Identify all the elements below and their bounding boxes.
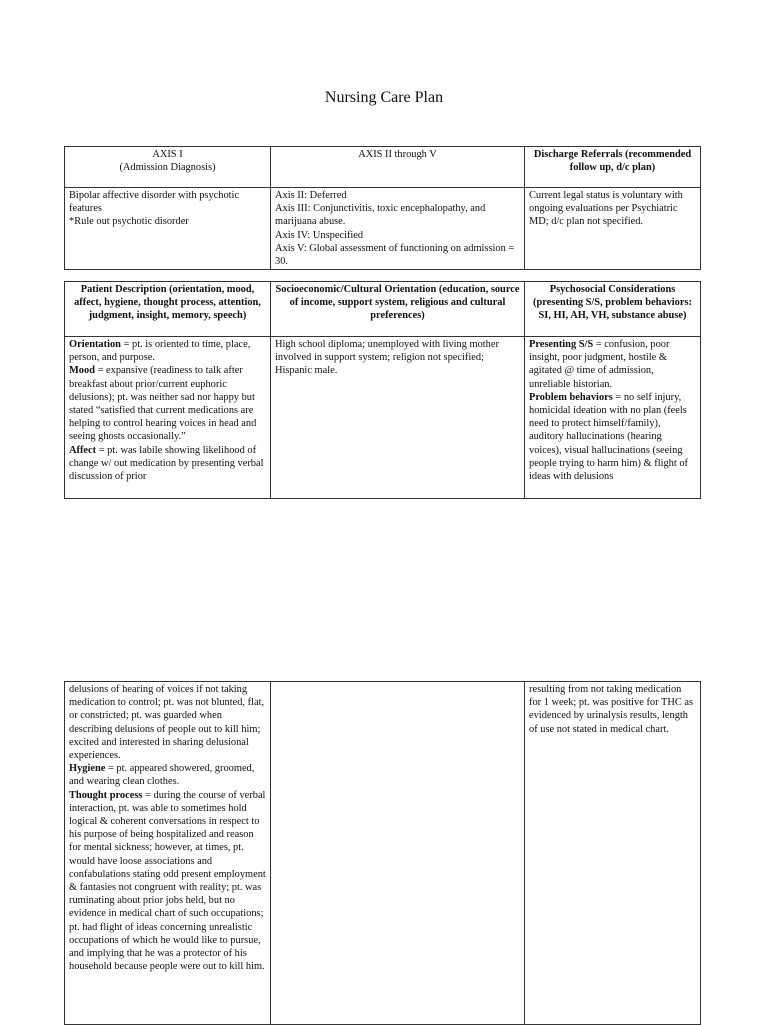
mood-label: Mood: [69, 365, 95, 377]
table-header-row: [65, 282, 701, 337]
axis-1-rule-out: *Rule out psychotic disorder: [69, 216, 189, 228]
presenting-text: = confusion, poor insight, poor judgment, hostile & agitated @ time of admission, unreliable historian.: [529, 339, 670, 390]
socioeconomic-continued-cell: [271, 682, 525, 1025]
discharge-cell: Current legal status is voluntary with ongoing evaluations per Psychiatric MD; d/c plan not specified.: [525, 188, 701, 270]
affect-continued-text: delusions of hearing of voices if not taking medication to control; pt. was not blunted, flat, or constricted; pt. was guarded when describing delusions of people out to kill him; excited and interested in sharing delusional experiences.: [69, 684, 265, 762]
axis-4-item: Axis IV: Unspecified: [275, 229, 364, 241]
header-axis-2-5: AXIS II through V: [271, 147, 525, 188]
socioeconomic-cell: High school diploma; unemployed with living mother involved in support system; religion not specified; Hispanic male.: [271, 337, 525, 499]
header-patient-description: Patient Description (orientation, mood, affect, hygiene, thought process, attention, judgment, insight, memory, speech): [65, 282, 271, 337]
axis-3-item: Axis III: Conjunctivitis, toxic encephalopathy, and marijuana abuse.: [275, 203, 486, 228]
page-title: Nursing Care Plan: [324, 89, 444, 106]
header-discharge: Discharge Referrals (recommended follow up, d/c plan): [525, 147, 701, 188]
table-row: [65, 337, 701, 499]
problem-behaviors-text: = no self injury, homicidal ideation with no plan (feels need to protect himself/family), auditory hallucinations (hearing voices), visual hallucinations (seeing people trying to harm him) & flight of ideas with delusions: [529, 391, 689, 483]
table-row: [65, 188, 701, 270]
axis-5-item: Axis V: Global assessment of functioning on admission = 30.: [275, 242, 515, 268]
hygiene-text: = pt. appeared showered, groomed, and wearing clean clothes.: [69, 763, 255, 788]
table-row: [65, 682, 701, 1025]
header-axis-1-subtitle: (Admission Diagnosis): [119, 162, 216, 174]
psychosocial-continued-cell: resulting from not taking medication for 1 week; pt. was positive for THC as evidenced by urinalysis results, length of use not stated in medical chart.: [525, 682, 701, 1025]
affect-text: = pt. was labile showing likelihood of change w/ out medication by presenting verbal discussion of prior: [69, 444, 264, 483]
mood-text: = expansive (readiness to talk after breakfast about prior/current euphoric delusions); pt. was neither sad nor happy but stated “satisfied that current medications are helping to control hearing voices in head and seeing ghosts occasionally.”: [69, 365, 257, 443]
problem-behaviors-label: Problem behaviors: [529, 391, 613, 403]
presenting-label: Presenting S/S: [529, 339, 594, 350]
orientation-text: = pt. is oriented to time, place, person, and purpose.: [69, 339, 251, 364]
axis-2-5-cell: [271, 188, 525, 270]
affect-label: Affect: [69, 444, 97, 456]
thought-process-text: = during the course of verbal interaction, pt. was able to sometimes hold logical & coherent conversations in respect to his purpose of being hospitalized and reason for mental sickness; however, at times, pt. would have loose associations and confabulations stating odd present employment & fantasies not congruent with reality; pt. was ruminating about prior jobs held, but no evidence in medical chart of such occupations; pt. had flight of ideas concerning unrealistic occupations of which he would like to pursue, and implying that he was a protector of his household because people were out to kill him.: [69, 789, 266, 973]
header-axis-1: [65, 147, 271, 188]
psychosocial-cell: [525, 337, 701, 499]
header-psychosocial: Psychosocial Considerations (presenting S/S, problem behaviors: SI, HI, AH, VH, substance abuse): [525, 282, 701, 337]
diagnosis-table: [64, 146, 701, 270]
patient-description-cell: [65, 337, 271, 499]
patient-description-table: [64, 281, 701, 499]
axis-2-item: Axis II: Deferred: [275, 190, 347, 201]
axis-1-diagnosis: Bipolar affective disorder with psychotic features: [69, 190, 240, 215]
header-socioeconomic: Socioeconomic/Cultural Orientation (education, source of income, support system, religious and cultural preferences): [271, 282, 525, 337]
table-header-row: [65, 147, 701, 188]
header-axis-1-title: AXIS I: [152, 149, 183, 160]
thought-process-label: Thought process: [69, 789, 143, 801]
orientation-label: Orientation: [69, 339, 121, 350]
hygiene-label: Hygiene: [69, 763, 106, 775]
continuation-table: [64, 681, 701, 1025]
patient-description-continued-cell: [65, 682, 271, 1025]
axis-1-cell: [65, 188, 271, 270]
